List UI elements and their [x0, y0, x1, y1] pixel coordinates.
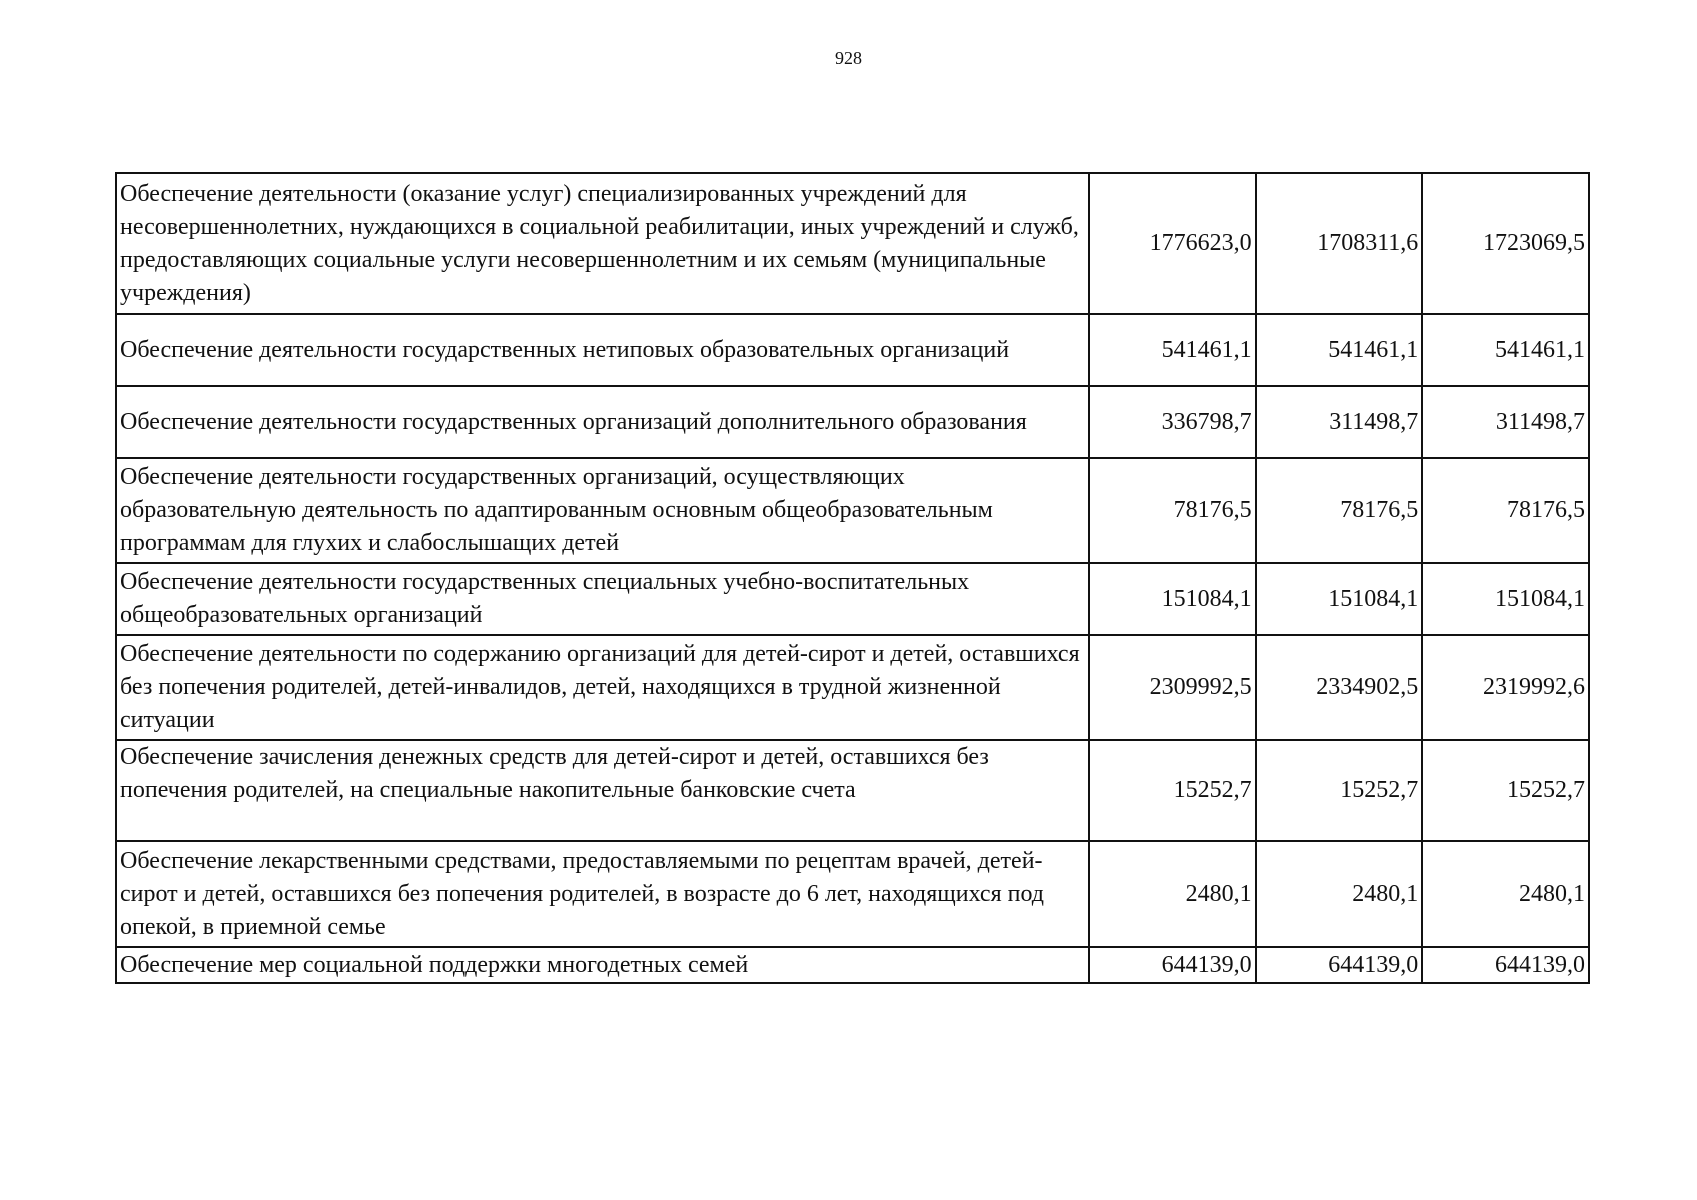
row-value-1: 2480,1	[1089, 841, 1256, 947]
table-row	[116, 740, 1589, 841]
table-row	[116, 635, 1589, 740]
table-row	[116, 563, 1589, 635]
row-value-3: 15252,7	[1422, 740, 1589, 841]
row-name: Обеспечение деятельности по содержанию организаций для детей-сирот и детей, оставшихся без попечения родителей, детей-инвалидов, детей, находящихся в трудной жизненной ситуации	[116, 635, 1089, 740]
row-value-2: 541461,1	[1256, 314, 1423, 386]
row-value-3: 644139,0	[1422, 947, 1589, 983]
row-value-2: 311498,7	[1256, 386, 1423, 458]
row-value-2: 78176,5	[1256, 458, 1423, 563]
row-value-1: 2309992,5	[1089, 635, 1256, 740]
row-value-3: 1723069,5	[1422, 173, 1589, 314]
row-value-1: 644139,0	[1089, 947, 1256, 983]
table-row	[116, 841, 1589, 947]
row-value-3: 151084,1	[1422, 563, 1589, 635]
row-value-2: 2480,1	[1256, 841, 1423, 947]
row-value-2: 644139,0	[1256, 947, 1423, 983]
page-number: 928	[835, 48, 862, 68]
table-row	[116, 458, 1589, 563]
table-row	[116, 947, 1589, 983]
row-name: Обеспечение деятельности государственных нетиповых образовательных организаций	[116, 314, 1089, 386]
row-value-1: 541461,1	[1089, 314, 1256, 386]
row-value-3: 541461,1	[1422, 314, 1589, 386]
budget-table	[115, 172, 1590, 984]
row-value-1: 336798,7	[1089, 386, 1256, 458]
row-value-3: 78176,5	[1422, 458, 1589, 563]
row-value-2: 2334902,5	[1256, 635, 1423, 740]
row-name: Обеспечение деятельности (оказание услуг) специализированных учреждений для несовершеннолетних, нуждающихся в социальной реабилитации, иных учреждений и служб, предоставляющих социальные услуги несовершеннолетним и их семьям (муниципальные учреждения)	[116, 173, 1089, 314]
row-name: Обеспечение деятельности государственных организаций, осуществляющих образовательную деятельность по адаптированным основным общеобразовательным программам для глухих и слабослышащих детей	[116, 458, 1089, 563]
row-value-1: 15252,7	[1089, 740, 1256, 841]
row-value-1: 78176,5	[1089, 458, 1256, 563]
row-value-1: 1776623,0	[1089, 173, 1256, 314]
row-name: Обеспечение зачисления денежных средств для детей-сирот и детей, оставшихся без попечения родителей, на специальные накопительные банковские счета	[116, 740, 1089, 841]
row-value-3: 2480,1	[1422, 841, 1589, 947]
table-row	[116, 173, 1589, 314]
table-row	[116, 314, 1589, 386]
row-value-3: 2319992,6	[1422, 635, 1589, 740]
row-value-2: 15252,7	[1256, 740, 1423, 841]
row-value-2: 151084,1	[1256, 563, 1423, 635]
row-name: Обеспечение лекарственными средствами, предоставляемыми по рецептам врачей, детей-сирот и детей, оставшихся без попечения родителей, в возрасте до 6 лет, находящихся под опекой, в приемной семье	[116, 841, 1089, 947]
row-name: Обеспечение деятельности государственных специальных учебно-воспитательных общеобразовательных организаций	[116, 563, 1089, 635]
row-value-1: 151084,1	[1089, 563, 1256, 635]
row-value-3: 311498,7	[1422, 386, 1589, 458]
row-value-2: 1708311,6	[1256, 173, 1423, 314]
table-row	[116, 386, 1589, 458]
row-name: Обеспечение деятельности государственных организаций дополнительного образования	[116, 386, 1089, 458]
row-name: Обеспечение мер социальной поддержки многодетных семей	[116, 947, 1089, 983]
